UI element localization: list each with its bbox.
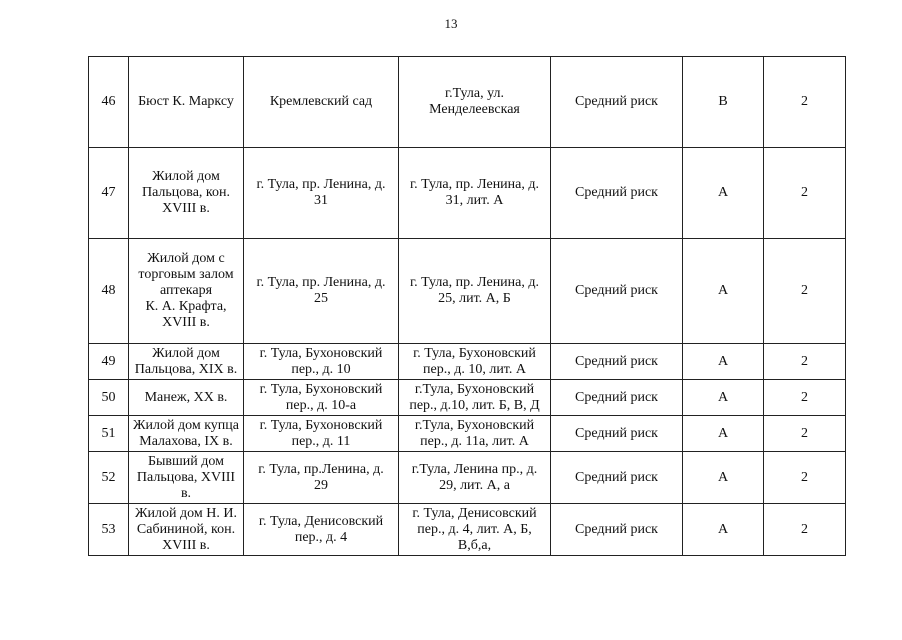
table-row [89, 380, 846, 416]
category-cell: А [683, 504, 764, 556]
object-name-cell: Манеж, XX в. [129, 380, 244, 416]
row-number-cell: 46 [89, 57, 129, 148]
row-number-cell: 50 [89, 380, 129, 416]
class-cell: 2 [764, 452, 846, 504]
table-row [89, 239, 846, 344]
class-cell: 2 [764, 416, 846, 452]
location-cell: г. Тула, пр. Ленина, д. 31 [244, 148, 399, 239]
location-cell: г. Тула, пр. Ленина, д. 25 [244, 239, 399, 344]
address-cell: г. Тула, пр. Ленина, д. 31, лит. А [399, 148, 551, 239]
risk-cell: Средний риск [551, 504, 683, 556]
class-cell: 2 [764, 380, 846, 416]
table-row [89, 452, 846, 504]
category-cell: В [683, 57, 764, 148]
address-cell: г.Тула, Бухоновский пер., д.10, лит. Б, В, Д [399, 380, 551, 416]
class-cell: 2 [764, 239, 846, 344]
risk-cell: Средний риск [551, 239, 683, 344]
risk-cell: Средний риск [551, 57, 683, 148]
table-row [89, 57, 846, 148]
row-number-cell: 47 [89, 148, 129, 239]
class-cell: 2 [764, 344, 846, 380]
category-cell: А [683, 452, 764, 504]
risk-cell: Средний риск [551, 344, 683, 380]
location-cell: г. Тула, Бухоновский пер., д. 11 [244, 416, 399, 452]
risk-cell: Средний риск [551, 148, 683, 239]
object-name-cell: Жилой дом Н. И. Сабининой, кон. XVIII в. [129, 504, 244, 556]
location-cell: г. Тула, Бухоновский пер., д. 10 [244, 344, 399, 380]
location-cell: г. Тула, Бухоновский пер., д. 10-а [244, 380, 399, 416]
row-number-cell: 51 [89, 416, 129, 452]
address-cell: г. Тула, Бухоновский пер., д. 10, лит. А [399, 344, 551, 380]
heritage-objects-table [88, 56, 846, 556]
object-name-cell: Жилой дом купца Малахова, IX в. [129, 416, 244, 452]
location-cell: г. Тула, Денисовский пер., д. 4 [244, 504, 399, 556]
address-cell: г.Тула, ул. Менделеевская [399, 57, 551, 148]
address-cell: г.Тула, Бухоновский пер., д. 11а, лит. А [399, 416, 551, 452]
class-cell: 2 [764, 504, 846, 556]
object-name-cell: Жилой дом с торговым залом аптекаря К. А. Крафта, XVIII в. [129, 239, 244, 344]
address-cell: г. Тула, пр. Ленина, д. 25, лит. А, Б [399, 239, 551, 344]
class-cell: 2 [764, 57, 846, 148]
category-cell: А [683, 380, 764, 416]
table-row [89, 344, 846, 380]
object-name-cell: Бюст К. Марксу [129, 57, 244, 148]
object-name-cell: Жилой дом Пальцова, кон. XVIII в. [129, 148, 244, 239]
row-number-cell: 48 [89, 239, 129, 344]
category-cell: А [683, 344, 764, 380]
risk-cell: Средний риск [551, 380, 683, 416]
row-number-cell: 49 [89, 344, 129, 380]
table-row [89, 148, 846, 239]
location-cell: г. Тула, пр.Ленина, д. 29 [244, 452, 399, 504]
location-cell: Кремлевский сад [244, 57, 399, 148]
row-number-cell: 52 [89, 452, 129, 504]
row-number-cell: 53 [89, 504, 129, 556]
category-cell: А [683, 148, 764, 239]
risk-cell: Средний риск [551, 416, 683, 452]
category-cell: А [683, 239, 764, 344]
page-number: 13 [444, 16, 458, 31]
object-name-cell: Жилой дом Пальцова, XIX в. [129, 344, 244, 380]
table-row [89, 504, 846, 556]
table-row [89, 416, 846, 452]
address-cell: г. Тула, Денисовский пер., д. 4, лит. А, Б, В,б,а, [399, 504, 551, 556]
class-cell: 2 [764, 148, 846, 239]
object-name-cell: Бывший дом Пальцова, XVIII в. [129, 452, 244, 504]
risk-cell: Средний риск [551, 452, 683, 504]
address-cell: г.Тула, Ленина пр., д. 29, лит. А, а [399, 452, 551, 504]
category-cell: А [683, 416, 764, 452]
